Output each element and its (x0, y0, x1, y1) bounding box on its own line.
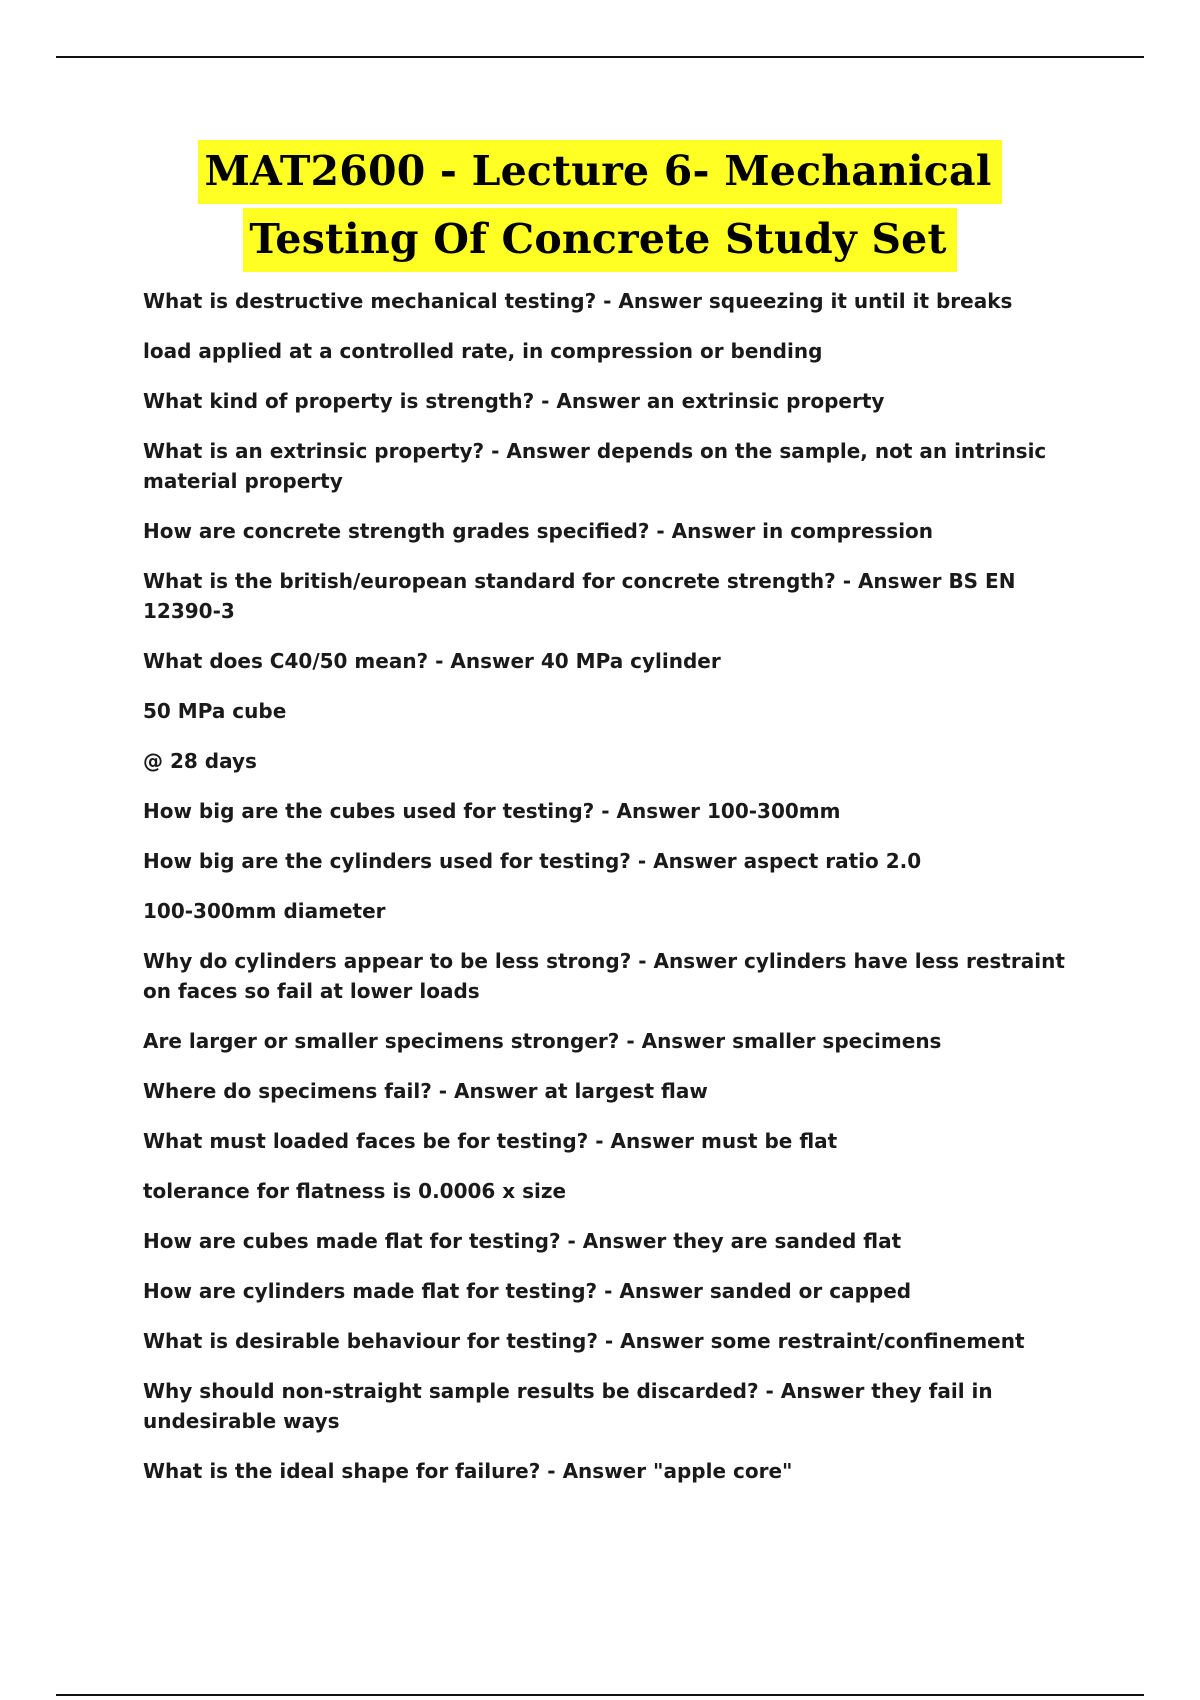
text-line: Why should non-straight sample results be discarded? - Answer they fail in undesirable ways (143, 1379, 993, 1433)
text-line: 100-300mm diameter (143, 899, 386, 923)
text-line: Where do specimens fail? - Answer at largest flaw (143, 1079, 708, 1103)
title-line-2: Testing Of Concrete Study Set (243, 208, 956, 272)
text-line: load applied at a controlled rate, in compression or bending (143, 339, 823, 363)
text-line: What must loaded faces be for testing? - Answer must be flat (143, 1129, 838, 1153)
title-line-1: MAT2600 - Lecture 6- Mechanical (198, 140, 1001, 204)
text-line: How big are the cylinders used for testing? - Answer aspect ratio 2.0 (143, 849, 922, 873)
text-line: How big are the cubes used for testing? - Answer 100-300mm (143, 799, 841, 823)
text-line: What is an extrinsic property? - Answer depends on the sample, not an intrinsic material property (143, 439, 1047, 493)
text-line: How are concrete strength grades specified? - Answer in compression (143, 519, 934, 543)
text-line: What is desirable behaviour for testing? - Answer some restraint/confinement (143, 1329, 1025, 1353)
text-line: Why do cylinders appear to be less strong? - Answer cylinders have less restraint on faces so fail at lower loads (143, 949, 1065, 1003)
text-line: Are larger or smaller specimens stronger? - Answer smaller specimens (143, 1029, 942, 1053)
footer-rule (56, 1694, 1144, 1696)
text-line: What does C40/50 mean? - Answer 40 MPa cylinder (143, 649, 721, 673)
text-line: What is destructive mechanical testing? - Answer squeezing it until it breaks (143, 289, 1013, 313)
document-title (0, 140, 1200, 272)
study-set-content (143, 286, 1093, 1506)
text-line: How are cubes made flat for testing? - Answer they are sanded flat (143, 1229, 902, 1253)
text-line: @ 28 days (143, 749, 257, 773)
text-line: 50 MPa cube (143, 699, 287, 723)
text-line: How are cylinders made flat for testing? - Answer sanded or capped (143, 1279, 912, 1303)
text-line: What kind of property is strength? - Answer an extrinsic property (143, 389, 885, 413)
text-line: What is the british/european standard for concrete strength? - Answer BS EN 12390-3 (143, 569, 1016, 623)
text-line: What is the ideal shape for failure? - Answer "apple core" (143, 1459, 793, 1483)
header-rule (56, 56, 1144, 58)
text-line: tolerance for flatness is 0.0006 x size (143, 1179, 567, 1203)
